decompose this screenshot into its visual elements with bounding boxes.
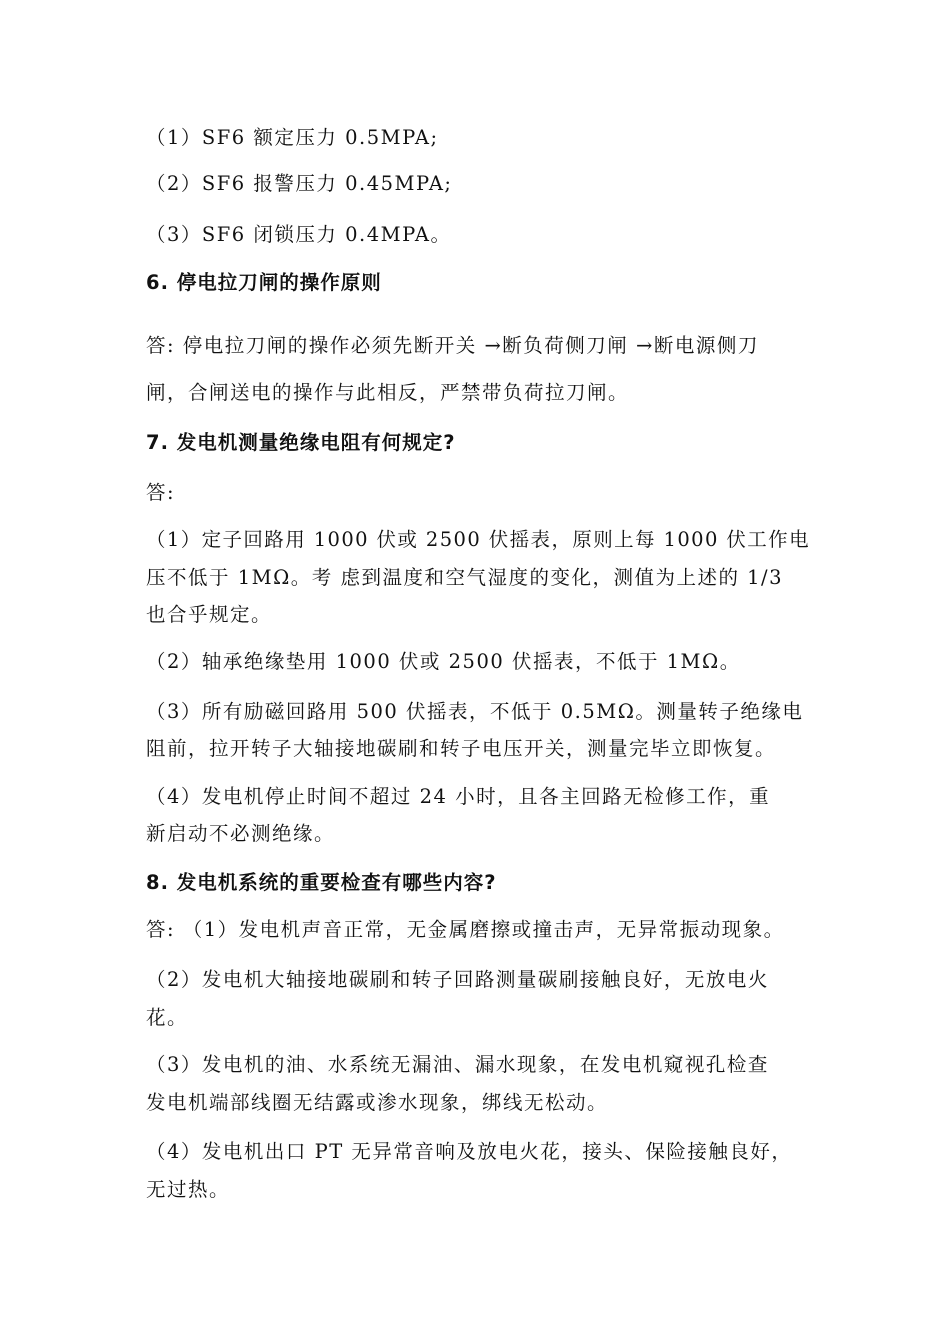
q8-item1: 答: （1）发电机声音正常，无金属磨擦或撞击声，无异常振动现象。	[146, 918, 785, 941]
q7-item1-line: 也合乎规定。	[146, 603, 273, 626]
sf6-lockout-pressure: （3）SF6 闭锁压力 0.4MPA。	[146, 223, 452, 246]
q7-item4-line: （4）发电机停止时间不超过 24 小时，且各主回路无检修工作，重	[146, 785, 771, 808]
q7-item3-line: （3）所有励磁回路用 500 伏摇表，不低于 0.5MΩ。测量转子绝缘电	[146, 700, 804, 723]
q7-item1-line: 压不低于 1MΩ。考 虑到温度和空气湿度的变化，测值为上述的 1/3	[146, 566, 784, 589]
sf6-rated-pressure: （1）SF6 额定压力 0.5MPA;	[146, 126, 439, 149]
q8-item4-line: 无过热。	[146, 1178, 231, 1201]
q8-title: 8. 发电机系统的重要检查有哪些内容?	[146, 871, 497, 894]
q6-title: 6. 停电拉刀闸的操作原则	[146, 271, 382, 294]
q8-item3-line: 发电机端部线圈无结露或渗水现象，绑线无松动。	[146, 1091, 609, 1114]
q6-answer-line: 答: 停电拉刀闸的操作必须先断开关 →断负荷侧刀闸 →断电源侧刀	[146, 334, 759, 357]
q8-item2-line: （2）发电机大轴接地碳刷和转子回路测量碳刷接触良好，无放电火	[146, 968, 769, 991]
q7-title: 7. 发电机测量绝缘电阻有何规定?	[146, 431, 456, 454]
q7-item4-line: 新启动不必测绝缘。	[146, 822, 336, 845]
q6-answer-line: 闸，合闸送电的操作与此相反，严禁带负荷拉刀闸。	[146, 381, 630, 404]
q8-item2-line: 花。	[146, 1006, 189, 1029]
q8-item3-line: （3）发电机的油、水系统无漏油、漏水现象，在发电机窥视孔检查	[146, 1053, 769, 1076]
q7-answer-label: 答:	[146, 481, 176, 504]
q7-item2: （2）轴承绝缘垫用 1000 伏或 2500 伏摇表，不低于 1MΩ。	[146, 650, 741, 673]
q8-item4-line: （4）发电机出口 PT 无异常音响及放电火花，接头、保险接触良好，	[146, 1140, 793, 1163]
q7-item3-line: 阻前，拉开转子大轴接地碳刷和转子电压开关，测量完毕立即恢复。	[146, 737, 777, 760]
sf6-alarm-pressure: （2）SF6 报警压力 0.45MPA;	[146, 172, 453, 195]
q7-item1-line: （1）定子回路用 1000 伏或 2500 伏摇表，原则上每 1000 伏工作电	[146, 528, 810, 551]
